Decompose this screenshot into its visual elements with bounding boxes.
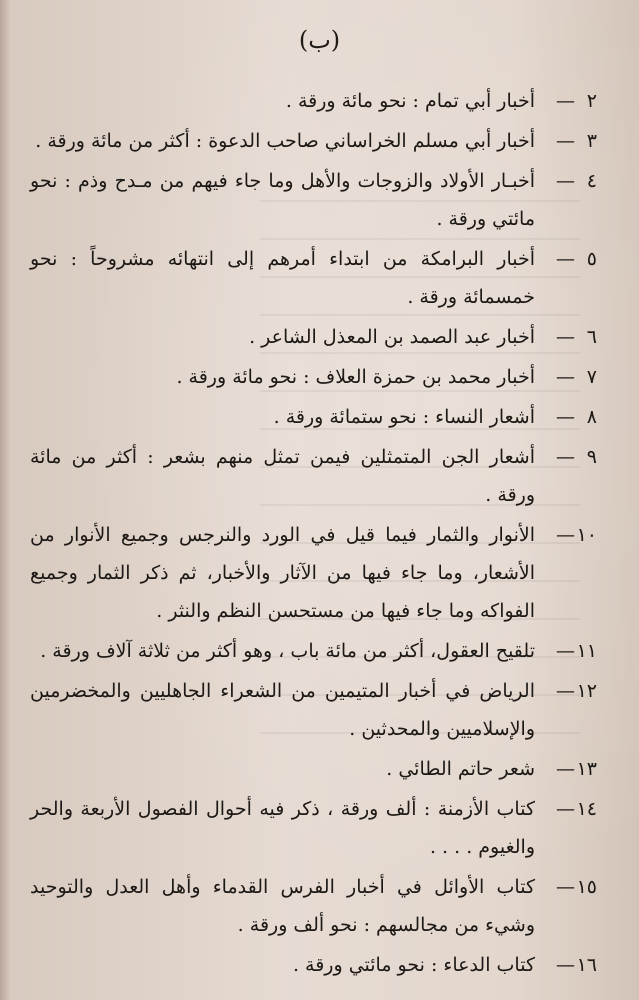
entry-dash: — — [556, 798, 575, 820]
entry-text: الرياض في أخبار المتيمين من الشعراء الجاهليين والمخضرمين والإسلاميين والمحدثين . — [30, 680, 535, 740]
list-item — [30, 672, 597, 748]
entry-number: ١١ — [576, 640, 597, 662]
list-item — [30, 398, 597, 436]
entry-number: ٢ — [586, 90, 597, 112]
entry-dash: — — [556, 680, 575, 702]
list-item — [30, 868, 597, 944]
entry-number: ٣ — [586, 130, 597, 152]
entry-dash: — — [556, 446, 575, 468]
entry-dash: — — [556, 954, 575, 976]
entry-number: ٨ — [586, 406, 597, 428]
entry-number: ٦ — [586, 326, 597, 348]
entry-dash: — — [556, 90, 575, 112]
entry-number: ١٣ — [576, 758, 597, 780]
entry-number: ٧ — [586, 366, 597, 388]
list-item — [30, 516, 597, 630]
entry-text: أشعار النساء : نحو ستمائة ورقة . — [273, 406, 535, 428]
entry-text: أخبار البرامكة من ابتداء أمرهم إلى انتهائه مشروحاً : نحو خمسمائة ورقة . — [30, 248, 535, 308]
entry-text: كتاب الأوائل في أخبار الفرس القدماء وأهل العدل والتوحيد وشيء من مجالسهم : نحو ألف ورقة . — [30, 876, 535, 936]
entry-number: ١٤ — [576, 798, 597, 820]
list-item — [30, 162, 597, 238]
entry-dash: — — [556, 170, 575, 192]
list-item — [30, 82, 597, 120]
entry-text: أخبار عبد الصمد بن المعذل الشاعر . — [249, 326, 535, 348]
entry-dash: — — [556, 366, 575, 388]
entry-number: ٤ — [586, 170, 597, 192]
list-item — [30, 318, 597, 356]
entry-number: ١٥ — [576, 876, 597, 898]
entry-number: ١٦ — [576, 954, 597, 976]
entry-number: ٩ — [586, 446, 597, 468]
list-item — [30, 122, 597, 160]
list-item — [30, 946, 597, 984]
entry-text: أخبار أبي تمام : نحو مائة ورقة . — [285, 90, 535, 112]
list-item — [30, 750, 597, 788]
entry-text: أخبـار الأولاد والزوجات والأهل وما جاء فيهم من مـدح وذم : نحو مائتي ورقة . — [30, 170, 535, 230]
list-item — [30, 790, 597, 866]
entry-text: شعر حاتم الطائي . — [386, 758, 535, 780]
entry-dash: — — [556, 248, 575, 270]
entry-text: أشعار الجن المتمثلين فيمن تمثل منهم بشعر : أكثر من مائة ورقة . — [30, 446, 535, 506]
entry-dash: — — [556, 326, 575, 348]
entry-dash: — — [556, 876, 575, 898]
entry-text: أخبار محمد بن حمزة العلاف : نحو مائة ورقة . — [176, 366, 535, 388]
entry-dash: — — [556, 130, 575, 152]
page-gutter-shadow — [0, 0, 10, 1000]
entry-dash: — — [556, 640, 575, 662]
page-number: (ب) — [298, 26, 341, 54]
entry-number: ١٢ — [576, 680, 597, 702]
list-item — [30, 438, 597, 514]
list-item — [30, 632, 597, 670]
list-item — [30, 240, 597, 316]
entry-number: ٥ — [586, 248, 597, 270]
entry-dash: — — [556, 406, 575, 428]
entry-text: أخبار أبي مسلم الخراساني صاحب الدعوة : أكثر من مائة ورقة . — [35, 130, 535, 152]
entry-dash: — — [556, 524, 575, 546]
entry-number: ١٠ — [576, 524, 597, 546]
entries-list — [30, 82, 597, 986]
entry-dash: — — [556, 758, 575, 780]
entry-text: الأنوار والثمار فيما قيل في الورد والنرجس وجميع الأنوار من الأشعار، وما جاء فيها من الآثار والأخبار، ثم ذكر الثمار وجميع الفواكه وما جاء فيها من مستحسن النظم والنثر . — [30, 524, 535, 622]
entry-text: كتاب الدعاء : نحو مائتي ورقة . — [292, 954, 535, 976]
entry-text: تلقيح العقول، أكثر من مائة باب ، وهو أكثر من ثلاثة آلاف ورقة . — [40, 640, 535, 662]
list-item — [30, 358, 597, 396]
entry-text: كتاب الأزمنة : ألف ورقة ، ذكر فيه أحوال الفصول الأربعة والحر والغيوم . . . . — [30, 798, 535, 858]
